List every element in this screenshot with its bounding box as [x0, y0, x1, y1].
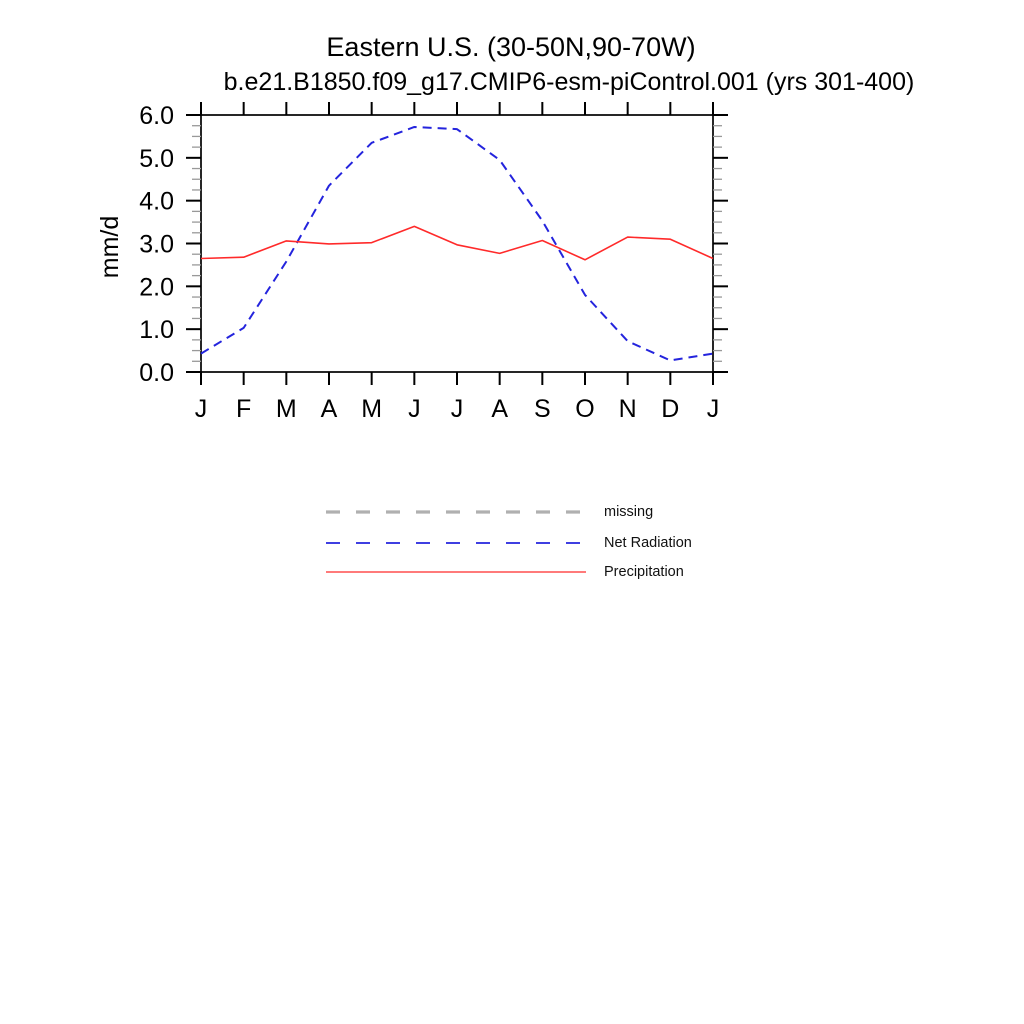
legend-label: missing: [604, 504, 654, 520]
x-tick-label: M: [361, 395, 383, 423]
legend-line-net-radiation: [325, 538, 587, 548]
y-axis-label: mm/d: [96, 215, 124, 279]
legend-line-precipitation: [325, 567, 587, 577]
legend-item-missing: [325, 504, 654, 520]
x-tick-label: A: [491, 395, 509, 423]
legend-label: Precipitation: [604, 564, 684, 580]
chart-subtitle: b.e21.B1850.f09_g17.CMIP6-esm-piControl.001 (yrs 301-400): [223, 68, 915, 96]
y-tick-label: 1.0: [139, 316, 174, 345]
y-tick-label: 5.0: [139, 144, 174, 173]
x-tick-label: J: [450, 395, 464, 423]
x-tick-label: J: [194, 395, 208, 423]
x-tick-label: M: [275, 395, 297, 423]
x-tick-label: D: [661, 395, 680, 423]
x-tick-label: S: [533, 395, 551, 423]
y-tick-label: 4.0: [139, 187, 174, 216]
x-tick-label: J: [706, 395, 720, 423]
x-tick-label: J: [408, 395, 421, 423]
y-tick-label: 0.0: [139, 359, 174, 387]
legend-item-net-radiation: [325, 535, 692, 551]
x-tick-label: A: [320, 395, 338, 423]
line-chart: [0, 0, 1024, 470]
precipitation-line: [201, 226, 713, 259]
legend-item-precipitation: [325, 564, 684, 580]
x-tick-label: F: [236, 395, 252, 423]
y-tick-label: 6.0: [139, 102, 174, 130]
legend-line-missing: [325, 507, 587, 517]
chart-title: Eastern U.S. (30-50N,90-70W): [326, 32, 696, 62]
y-tick-label: 3.0: [139, 230, 174, 259]
legend-label: Net Radiation: [604, 535, 692, 551]
y-tick-label: 2.0: [139, 273, 174, 302]
x-tick-label: O: [575, 395, 595, 423]
x-tick-label: N: [618, 395, 637, 423]
